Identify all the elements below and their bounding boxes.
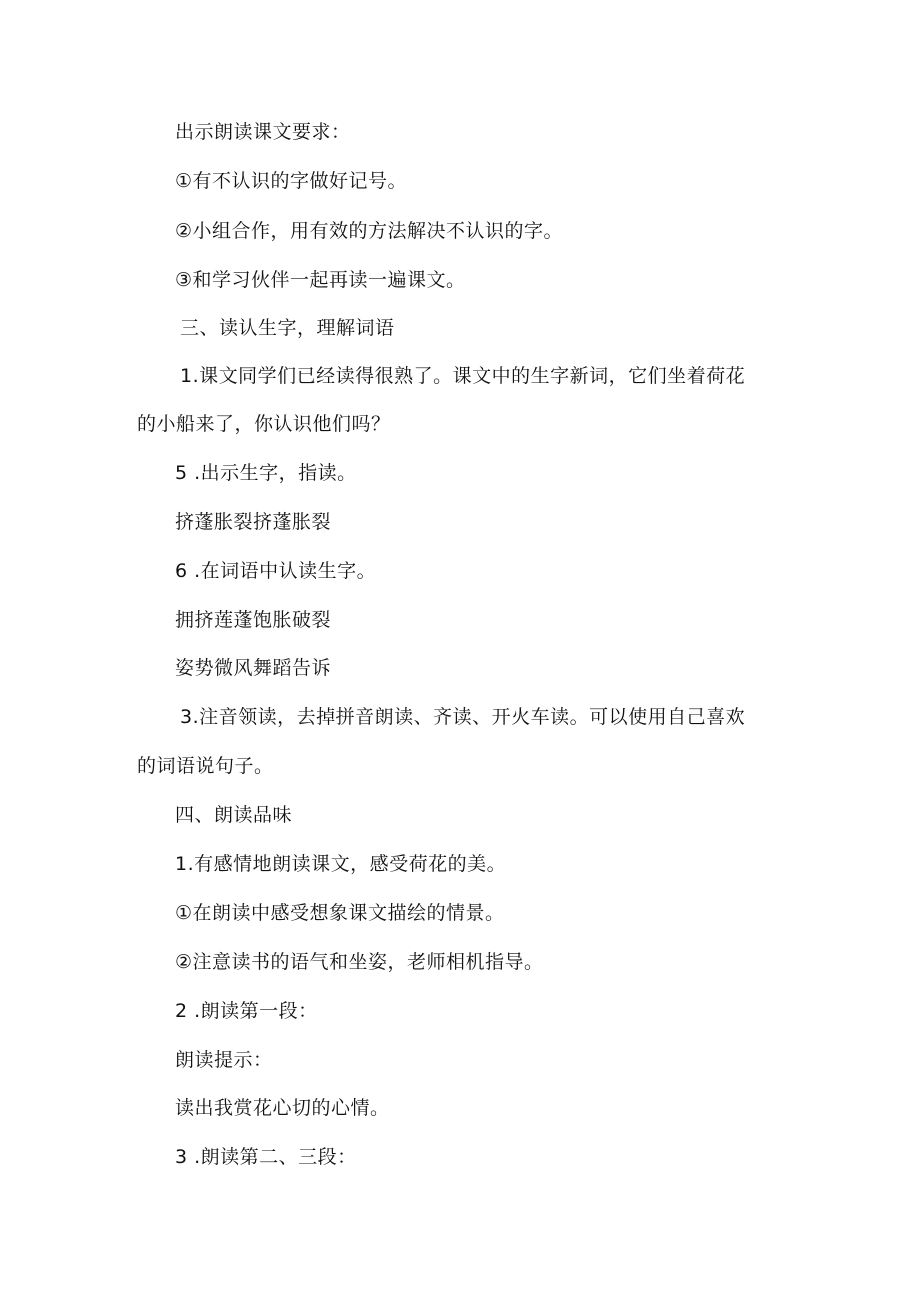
section-four-step-3: 3 .朗读第二、三段： (175, 1146, 357, 1168)
step-6-text: 6 .在词语中认读生字。 (175, 560, 377, 582)
section-three-heading: 三、读认生字，理解词语 (180, 317, 395, 339)
step-1-text: 1.课文同学们已经读得很熟了。课文中的生字新词，它们坐着荷花 (180, 365, 746, 387)
section-four-heading: 四、朗读品味 (175, 804, 293, 826)
section-four-step-1-item-2: ②注意读书的语气和坐姿，老师相机指导。 (175, 951, 544, 973)
section-four-step-1: 1.有感情地朗读课文，感受荷花的美。 (175, 853, 507, 875)
step-3-text-continued: 的词语说句子。 (137, 755, 274, 777)
reading-requirements-heading: 出示朗读课文要求： (175, 121, 351, 143)
section-four-step-1-item-1: ①在朗读中感受想象课文描绘的情景。 (175, 902, 505, 924)
vocabulary-line-2: 姿势微风舞蹈告诉 (175, 657, 332, 679)
reading-tip-label: 朗读提示： (175, 1049, 273, 1071)
new-characters-list: 挤蓬胀裂挤蓬胀裂 (175, 511, 332, 533)
requirement-item-3: ③和学习伙伴一起再读一遍课文。 (175, 269, 466, 291)
vocabulary-line-1: 拥挤莲蓬饱胀破裂 (175, 609, 332, 631)
requirement-item-1: ①有不认识的字做好记号。 (175, 170, 408, 192)
step-3-text: 3.注音领读，去掉拼音朗读、齐读、开火车读。可以使用自己喜欢 (180, 706, 746, 728)
requirement-item-2: ②小组合作，用有效的方法解决不认识的字。 (175, 220, 564, 242)
section-four-step-2: 2 .朗读第一段： (175, 1000, 318, 1022)
step-5-text: 5 .出示生字，指读。 (175, 462, 357, 484)
step-1-text-continued: 的小船来了，你认识他们吗？ (137, 413, 391, 435)
reading-tip-text: 读出我赏花心切的心情。 (175, 1097, 390, 1119)
